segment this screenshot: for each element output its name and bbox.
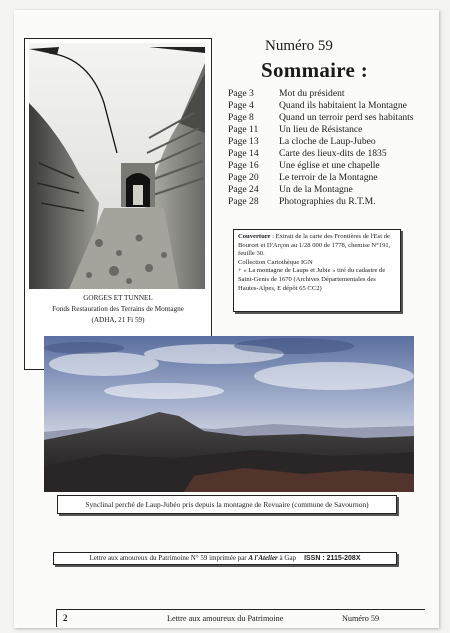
toc-page: Page 20 bbox=[228, 172, 259, 183]
issn: ISSN : 2115-208X bbox=[304, 555, 361, 562]
toc-title: Quand un terroir perd ses habitants bbox=[279, 112, 414, 123]
toc-entry[interactable] bbox=[228, 160, 443, 172]
print-info-text: Lettre aux amoureux du Patrimoine N° 59 imprimée par bbox=[89, 554, 249, 562]
toc-title: La cloche de Laup-Jubeo bbox=[279, 136, 376, 147]
toc-title: Une église et une chapelle bbox=[279, 160, 380, 171]
toc-title: Le terroir de la Montagne bbox=[279, 172, 378, 183]
photo-caption-source: Fonds Restauration des Terrains de Montagne bbox=[52, 305, 184, 313]
cover-description: : Extrait de la carte des Frontières de l'Est de Bourcet et D'Arçon au 1/28 000 de 1778, chemise N°191, feuille 30. bbox=[238, 233, 391, 258]
gorge-tunnel-photo bbox=[29, 43, 205, 289]
cover-label: Couverture bbox=[238, 233, 271, 240]
toc-entry[interactable] bbox=[228, 196, 443, 208]
print-info bbox=[53, 552, 397, 565]
toc-entry[interactable] bbox=[228, 172, 443, 184]
toc-entry[interactable] bbox=[228, 148, 443, 160]
toc-page: Page 28 bbox=[228, 196, 259, 207]
summary-title: Sommaire : bbox=[261, 58, 369, 82]
toc-entry[interactable] bbox=[228, 136, 443, 148]
publication-name: Lettre aux amoureux du Patrimoine bbox=[167, 614, 284, 623]
toc-page: Page 8 bbox=[228, 112, 254, 123]
toc-title: Quand ils habitaient la Montagne bbox=[279, 100, 407, 111]
toc-title: Un de la Montagne bbox=[279, 184, 353, 195]
issue-number: Numéro 59 bbox=[265, 38, 333, 54]
panorama-caption: Synclinal perché de Laup-Jubéo pris depuis la montagne de Revuaire (commune de Savournon) bbox=[57, 495, 397, 514]
toc-title: Mot du président bbox=[279, 88, 345, 99]
cover-note-box bbox=[233, 229, 401, 312]
toc-page: Page 24 bbox=[228, 184, 259, 195]
table-of-contents bbox=[228, 88, 443, 208]
toc-page: Page 16 bbox=[228, 160, 259, 171]
toc-page: Page 14 bbox=[228, 148, 259, 159]
toc-page: Page 11 bbox=[228, 124, 259, 135]
toc-page: Page 4 bbox=[228, 100, 254, 111]
toc-entry[interactable] bbox=[228, 112, 443, 124]
photo-caption-title: GORGES ET TUNNEL bbox=[83, 294, 153, 302]
printer-name: A l'Atelier bbox=[248, 554, 278, 562]
footer-issue-number: Numéro 59 bbox=[342, 614, 380, 623]
toc-entry[interactable] bbox=[228, 100, 443, 112]
cover-cadastre-note: + « La montagne de Laups et Jubie » tiré du cadastre de Saint-Genis de 1670 (Archives Départementales des Hautes-Alpes, E dépôt 65 CC2) bbox=[238, 267, 386, 292]
panorama-photo bbox=[44, 336, 414, 492]
toc-entry[interactable] bbox=[228, 124, 443, 136]
toc-page: Page 13 bbox=[228, 136, 259, 147]
toc-entry[interactable] bbox=[228, 88, 443, 100]
toc-title: Carte des lieux-dits de 1835 bbox=[279, 148, 387, 159]
toc-title: Photographies du R.T.M. bbox=[279, 196, 376, 207]
cover-collection: Collection Cartothèque IGN bbox=[238, 258, 313, 266]
toc-entry[interactable] bbox=[228, 184, 443, 196]
toc-page: Page 3 bbox=[228, 88, 254, 99]
page-footer bbox=[56, 609, 425, 627]
toc-title: Un lieu de Résistance bbox=[279, 124, 363, 135]
page-number: 2 bbox=[63, 613, 68, 623]
photo-caption bbox=[25, 293, 211, 326]
photo-frame bbox=[24, 38, 212, 370]
photo-caption-reference: (ADHA, 21 Fi 59) bbox=[91, 316, 145, 324]
print-place: à Gap bbox=[277, 554, 297, 562]
